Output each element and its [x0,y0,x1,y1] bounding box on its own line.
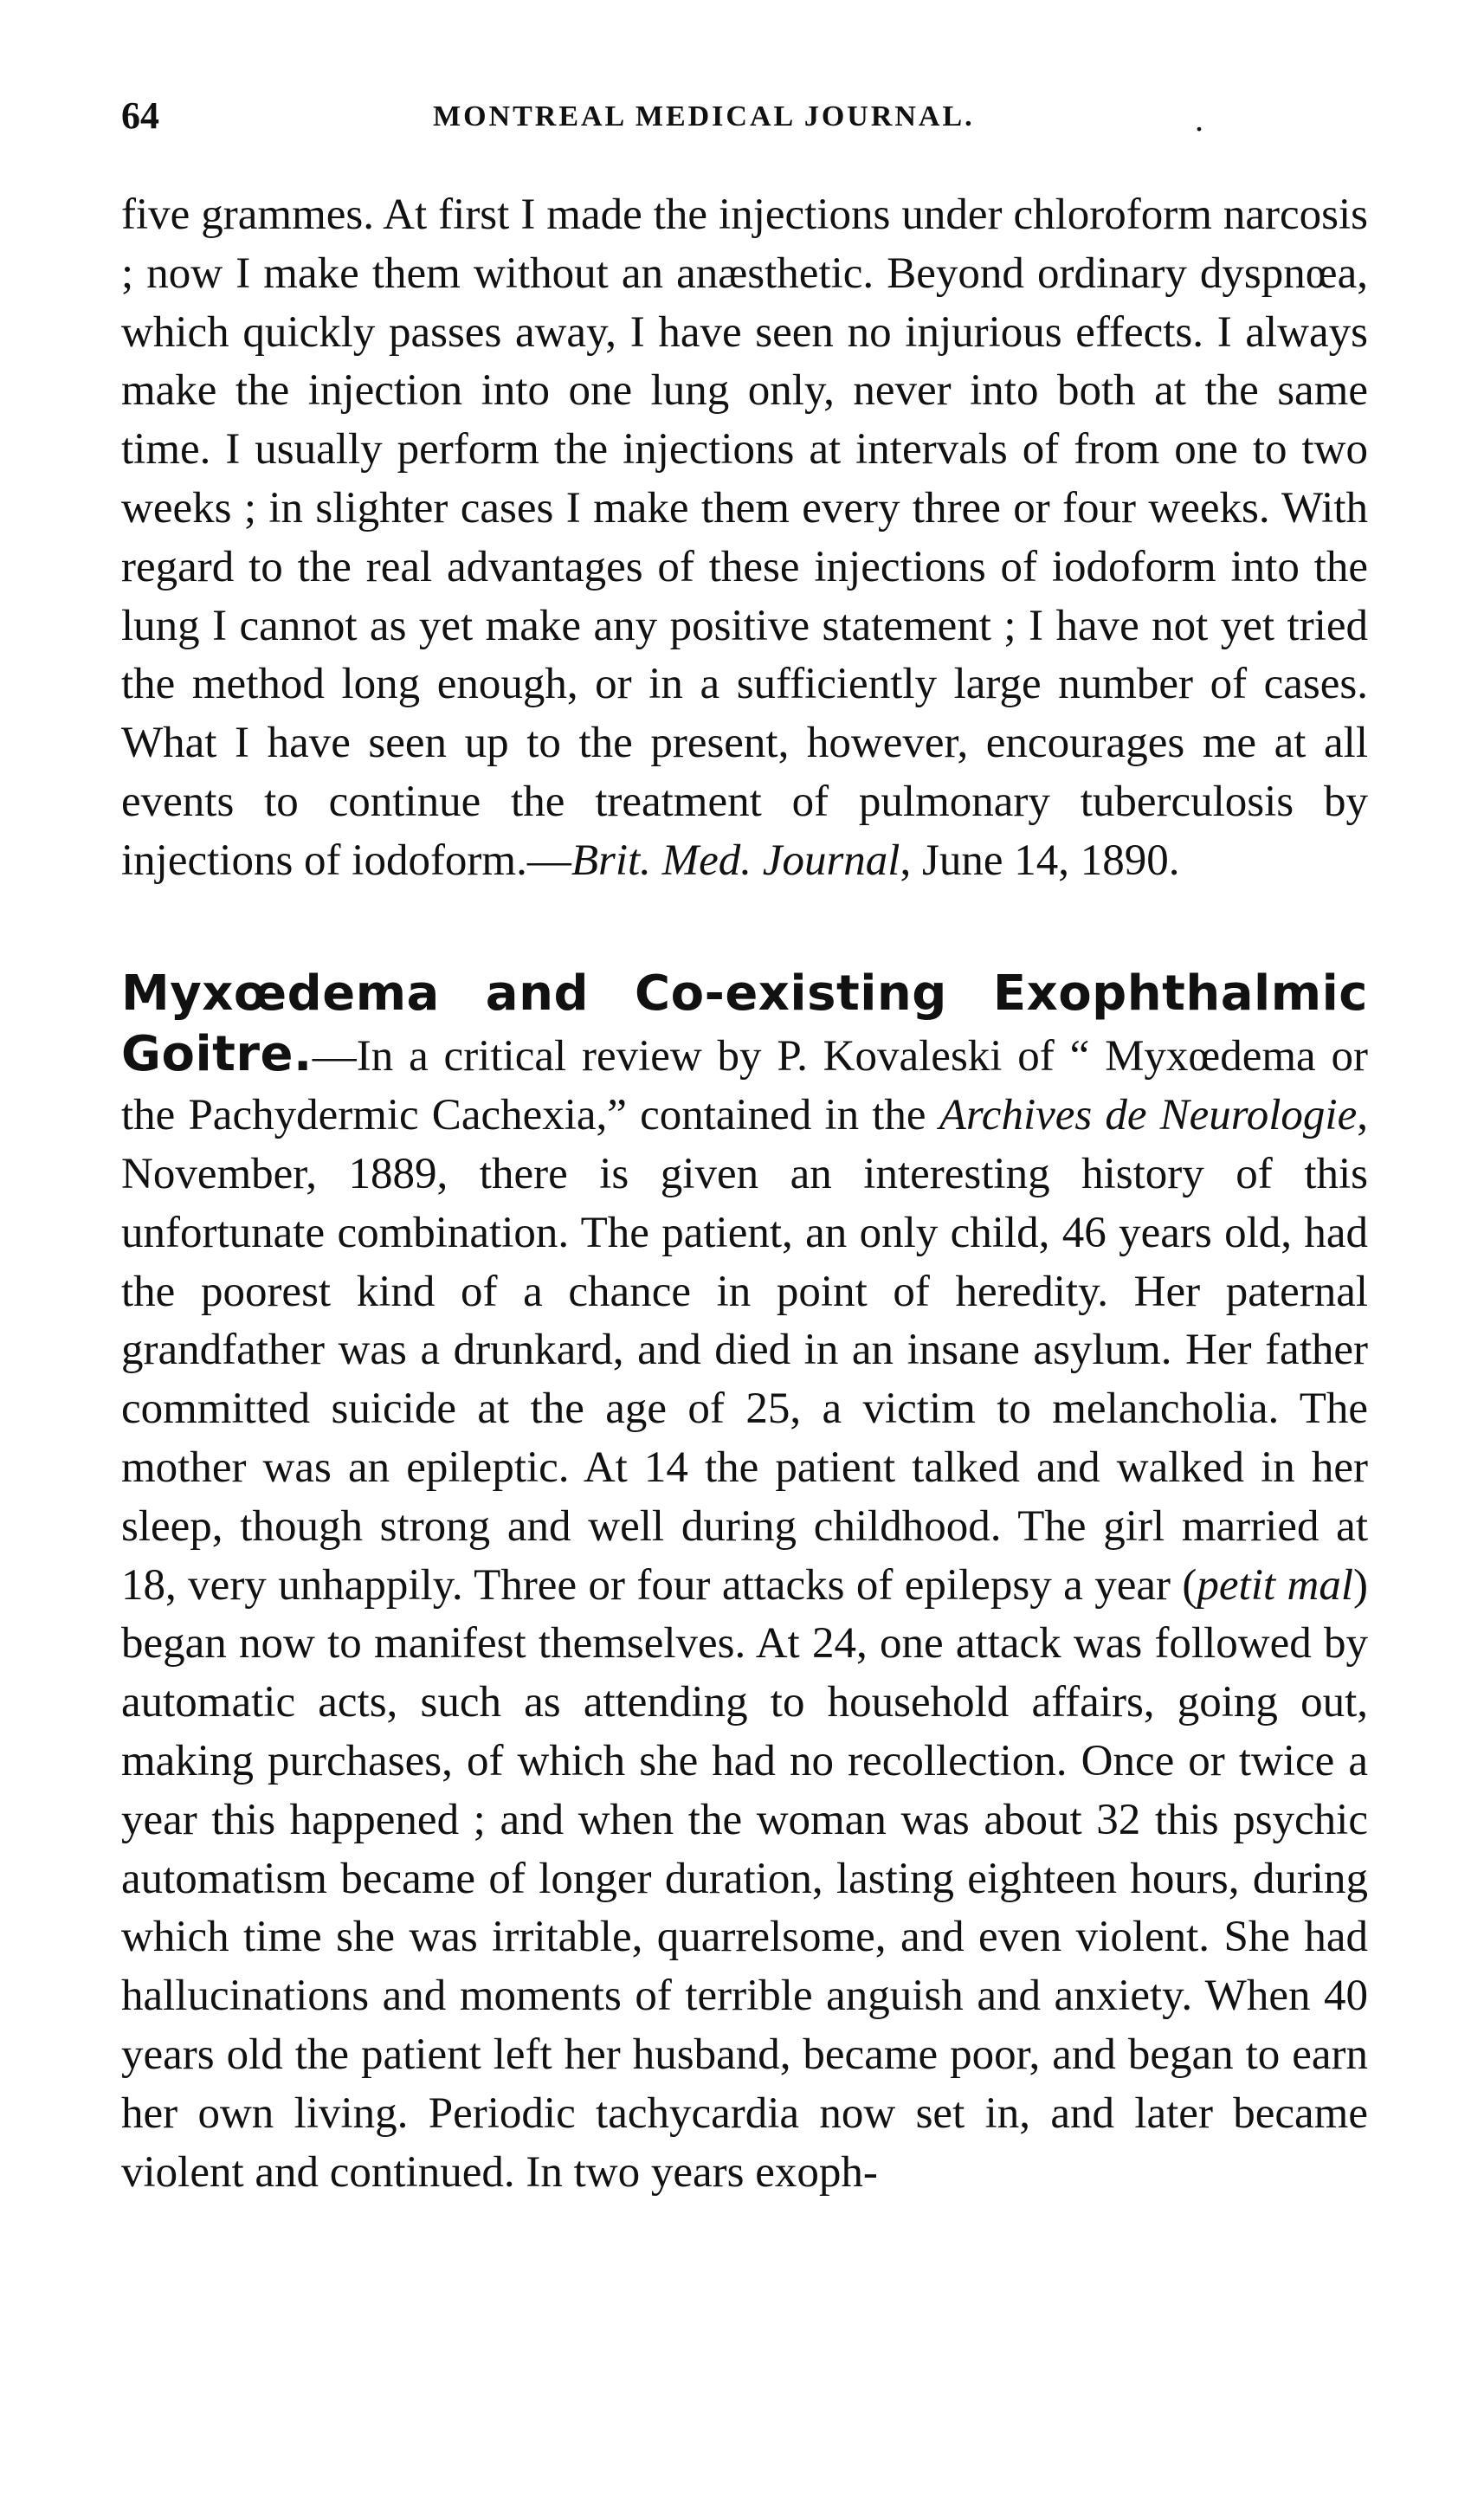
article-paragraph [121,965,1368,2203]
continued-paragraph [121,186,1368,891]
article-text-2: , November, 1889, there is given an interesting history of this unfortunate combination. The patient, an only child, 46 years old, had the poorest kind of a chance in point of heredity. Her paternal grandfather was a drunkard, and died in an insane asylum. Her father committed suicide at the age of 25, a victim to melancholia. The mother was an epileptic. At 14 the patient talked and walked in her sleep, though strong and well during childhood. The girl married at 18, very unhappily. Three or four attacks of epilepsy a year ( [121,1091,1368,1610]
header-dot: . [1195,100,1203,139]
page-number: 64 [121,94,159,137]
article-journal-reference: Archives de Neurologie [939,1091,1358,1140]
running-head [121,94,1368,145]
continued-paragraph-text: five grammes. At first I made the injections under chloroform narcosis ; now I make them without an anæsthetic. Beyond ordinary dyspnœa, which quickly passes away, I have seen no injurious effects. I always make the injection into one lung only, never into both at the same time. I usually perform the injections at intervals of from one to two weeks ; in slighter cases I make them every three or four weeks. With regard to the real advantages of these injections of iodoform into the lung I cannot as yet make any positive statement ; I have not yet tried the method long enough, or in a sufficiently large number of cases. What I have seen up to the present, however, encourages me at all events to continue the treatment of pulmonary tuberculosis by injections of iodoform.— [121,190,1368,885]
citation-journal: Brit. Med. Journal [571,836,900,885]
journal-title: MONTREAL MEDICAL JOURNAL. [433,100,975,132]
article-petit-mal: petit mal [1197,1560,1354,1610]
citation-date: , June 14, 1890. [900,836,1180,885]
article-text-1: —In a critical review by P. Kovaleski of “ Myxœdema or the Pachydermic Cachexia,” contained in the [121,1032,1368,1140]
article-text-3: ) began now to manifest themselves. At 24, one attack was followed by automatic acts, such as attending to household affairs, going out, making purchases, of which she had no recollection. Once or twice a year this happened ; and when the woman was about 32 this psychic automatism became of longer duration, lasting eighteen hours, during which time she was irritable, quarrelsome, and even violent. She had hallucinations and moments of terrible anguish and anxiety. When 40 years old the patient left her husband, became poor, and began to earn her own living. Periodic tachycardia now set in, and later became violent and continued. In two years exoph- [121,1560,1368,2197]
page-body [121,186,1368,2202]
article-title: Myxœdema and Co-existing Exophthalmic Goitre. [121,965,1368,1083]
